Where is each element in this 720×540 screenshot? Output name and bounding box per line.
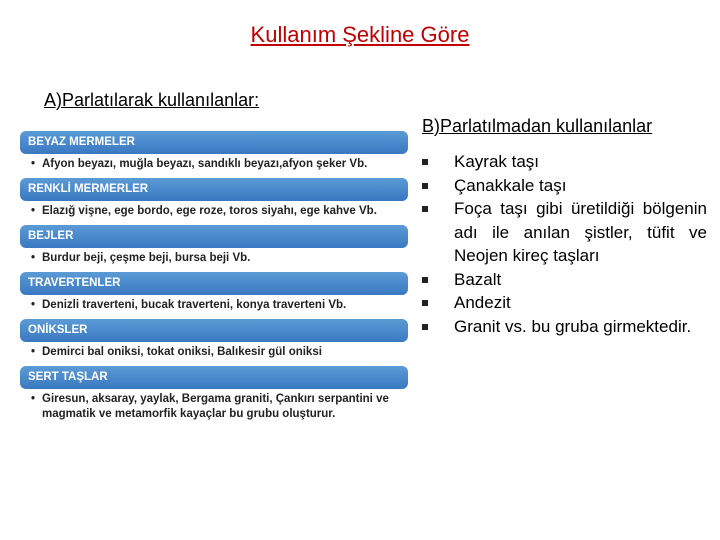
list-item-text: Bazalt bbox=[454, 269, 502, 289]
category-item bbox=[20, 204, 408, 219]
square-bullet-icon bbox=[422, 183, 428, 189]
bullet-icon: • bbox=[31, 299, 36, 311]
square-bullet-icon bbox=[422, 300, 428, 306]
list-item-text: Granit vs. bu gruba girmektedir. bbox=[454, 316, 692, 336]
category-beyaz bbox=[20, 131, 408, 172]
category-item-text: Burdur beji, çeşme beji, bursa beji Vb. bbox=[42, 252, 251, 264]
category-bar: TRAVERTENLER bbox=[20, 272, 408, 295]
category-item bbox=[20, 392, 408, 422]
category-bar: SERT TAŞLAR bbox=[20, 366, 408, 389]
square-bullet-icon bbox=[422, 324, 428, 330]
list-item-text: Kayrak taşı bbox=[454, 152, 540, 171]
bullet-icon: • bbox=[31, 393, 36, 405]
category-item bbox=[20, 157, 408, 172]
category-item bbox=[20, 251, 408, 266]
category-bar: RENKLİ MERMERLER bbox=[20, 178, 408, 201]
category-item-text: Elazığ vişne, ege bordo, ege roze, toros siyahı, ege kahve Vb. bbox=[42, 205, 377, 217]
bullet-icon: • bbox=[31, 346, 36, 358]
bullet-icon: • bbox=[31, 158, 36, 170]
list-item-text: Çanakkale taşı bbox=[454, 175, 567, 195]
bullet-icon: • bbox=[31, 205, 36, 217]
list-item-text: Foça taşı gibi üretildiği bölgenin adı ile anılan şistler, tüfit ve Neojen kireç taşları bbox=[454, 199, 707, 265]
category-list bbox=[20, 131, 408, 428]
category-travertenler bbox=[20, 272, 408, 313]
category-bar: BEYAZ MERMELER bbox=[20, 131, 408, 154]
category-renkli bbox=[20, 178, 408, 219]
list-item bbox=[422, 268, 707, 292]
page-title: Kullanım Şekline Göre bbox=[250, 22, 470, 47]
list-item bbox=[422, 174, 707, 198]
category-item-text: Giresun, aksaray, yaylak, Bergama graniti, Çankırı serpantini ve magmatik ve metamorfik kayaçlar bu grubu oluşturur. bbox=[42, 393, 389, 420]
section-b-heading: B)Parlatılmadan kullanılanlar bbox=[422, 116, 653, 136]
category-oniksler bbox=[20, 319, 408, 360]
list-item bbox=[422, 197, 707, 268]
category-item-text: Demirci bal oniksi, tokat oniksi, Balıkesir gül oniksi bbox=[42, 346, 322, 358]
category-item-text: Afyon beyazı, muğla beyazı, sandıklı beyazı,afyon şeker Vb. bbox=[42, 158, 368, 170]
list-item bbox=[422, 315, 707, 339]
list-item bbox=[422, 150, 707, 174]
category-sert-taslar bbox=[20, 366, 408, 422]
category-bar: BEJLER bbox=[20, 225, 408, 248]
bullet-icon: • bbox=[31, 252, 36, 264]
square-bullet-icon bbox=[422, 206, 428, 212]
unpolished-list bbox=[422, 150, 707, 338]
category-bejler bbox=[20, 225, 408, 266]
section-a-heading: A)Parlatılarak kullanılanlar: bbox=[44, 90, 260, 110]
category-item-text: Denizli traverteni, bucak traverteni, konya traverteni Vb. bbox=[42, 299, 347, 311]
list-item bbox=[422, 291, 707, 315]
square-bullet-icon bbox=[422, 159, 428, 165]
category-item bbox=[20, 345, 408, 360]
list-item-text: Andezit bbox=[454, 293, 511, 312]
category-item bbox=[20, 298, 408, 313]
category-bar: ONİKSLER bbox=[20, 319, 408, 342]
square-bullet-icon bbox=[422, 277, 428, 283]
